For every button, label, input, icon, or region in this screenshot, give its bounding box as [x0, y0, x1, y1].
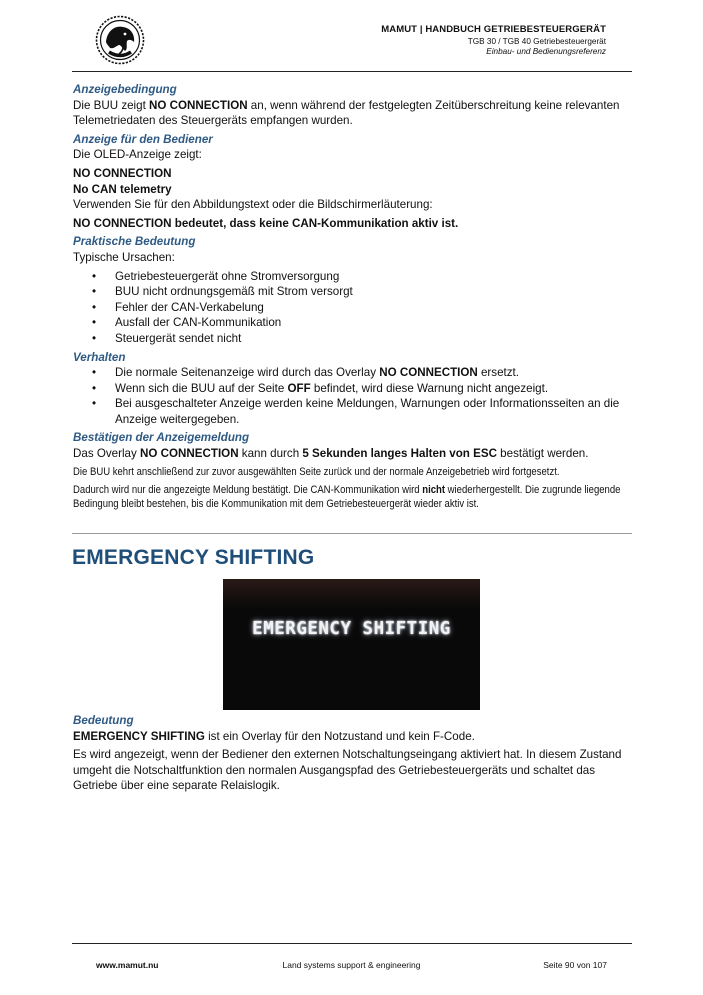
list-item: • BUU nicht ordnungsgemäß mit Strom versorgt — [73, 284, 633, 300]
footer-divider — [72, 943, 632, 944]
oled-line-1: NO CONNECTION — [73, 166, 172, 180]
footer-website: www.mamut.nu — [96, 960, 159, 970]
bestaetigen-note-1: Die BUU kehrt anschließend zur zuvor ausgewählten Seite zurück und der normale Anzeigebetrieb wird fortgesetzt. — [73, 465, 560, 478]
list-item: • Wenn sich die BUU auf der Seite OFF befindet, wird diese Warnung nicht angezeigt. — [73, 381, 633, 397]
footer-page-number: Seite 90 von 107 — [543, 960, 607, 970]
header-subtitle: TGB 30 / TGB 40 Getriebesteuergerät — [467, 37, 606, 46]
mamut-logo — [95, 15, 145, 65]
emergency-section — [73, 713, 633, 794]
oled-display-photo — [223, 579, 480, 710]
bestaetigen-text: Das Overlay NO CONNECTION kann durch 5 Sekunden langes Halten von ESC bestätigt werden. — [73, 447, 589, 461]
list-item: • Ausfall der CAN-Kommunikation — [73, 315, 633, 331]
list-item: • Bei ausgeschalteter Anzeige werden keine Meldungen, Warnungen oder Informationsseiten an die Anzeige weitergegeben. — [73, 396, 633, 427]
oled-line-2: No CAN telemetry — [73, 182, 172, 196]
heading-anzeigebedingung: Anzeigebedingung — [73, 83, 177, 96]
oled-display-text: EMERGENCY SHIFTING — [252, 619, 451, 639]
bediener-intro: Die OLED-Anzeige zeigt: — [73, 148, 202, 162]
header-title: MAMUT | HANDBUCH GETRIEBESTEUERGERÄT — [381, 24, 606, 35]
caption-text: NO CONNECTION bedeutet, dass keine CAN-Kommunikation aktiv ist. — [73, 216, 459, 230]
heading-bestaetigen: Bestätigen der Anzeigemeldung — [73, 431, 250, 445]
bedeutung-detail: Es wird angezeigt, wenn der Bediener den externen Notschaltungseingang aktiviert hat. In diesem Zustand umgeht die Notschaltfunktion den normalen Ausgangspfad des Getriebesteuergeräts und schaltet das Getriebe über eine separate Relaislogik. — [73, 748, 622, 793]
document-header — [381, 24, 606, 56]
no-connection-section — [73, 82, 633, 512]
list-item: • Die normale Seitenanzeige wird durch das Overlay NO CONNECTION ersetzt. — [73, 365, 633, 381]
anzeigebedingung-text: Die BUU zeigt NO CONNECTION an, wenn während der festgelegten Zeitüberschreitung keine relevanten Telemetriedaten des Steuergeräts empfangen wurden. — [73, 98, 620, 128]
behaviour-list — [73, 365, 633, 427]
bestaetigen-note-2: Dadurch wird nur die angezeigte Meldung bestätigt. Die CAN-Kommunikation wird nicht wiederhergestellt. Die zugrunde liegende Bedingung bleibt bestehen, bis die Kommunikation mit dem Getriebesteuergerät wieder aktiv ist. — [73, 484, 621, 511]
heading-bedeutung: Bedeutung — [73, 714, 134, 727]
section-title: EMERGENCY SHIFTING — [72, 546, 315, 569]
list-item: • Steuergerät sendet nicht — [73, 331, 633, 347]
caption-intro: Verwenden Sie für den Abbildungstext oder die Bildschirmerläuterung: — [73, 198, 433, 212]
list-item: • Getriebesteuergerät ohne Stromversorgung — [73, 269, 633, 285]
heading-verhalten: Verhalten — [73, 350, 126, 364]
section-divider — [72, 533, 632, 534]
causes-list — [73, 269, 633, 347]
list-item: • Fehler der CAN-Verkabelung — [73, 300, 633, 316]
bedeutung-text: EMERGENCY SHIFTING ist ein Overlay für den Notzustand und kein F-Code. — [73, 729, 475, 743]
heading-bediener: Anzeige für den Bediener — [73, 132, 213, 146]
heading-praktische-bedeutung: Praktische Bedeutung — [73, 235, 196, 249]
footer-tagline: Land systems support & engineering — [282, 960, 421, 970]
header-divider — [72, 71, 632, 72]
praktisch-intro: Typische Ursachen: — [73, 250, 175, 264]
header-subsubtitle: Einbau- und Bedienungsreferenz — [486, 47, 606, 56]
